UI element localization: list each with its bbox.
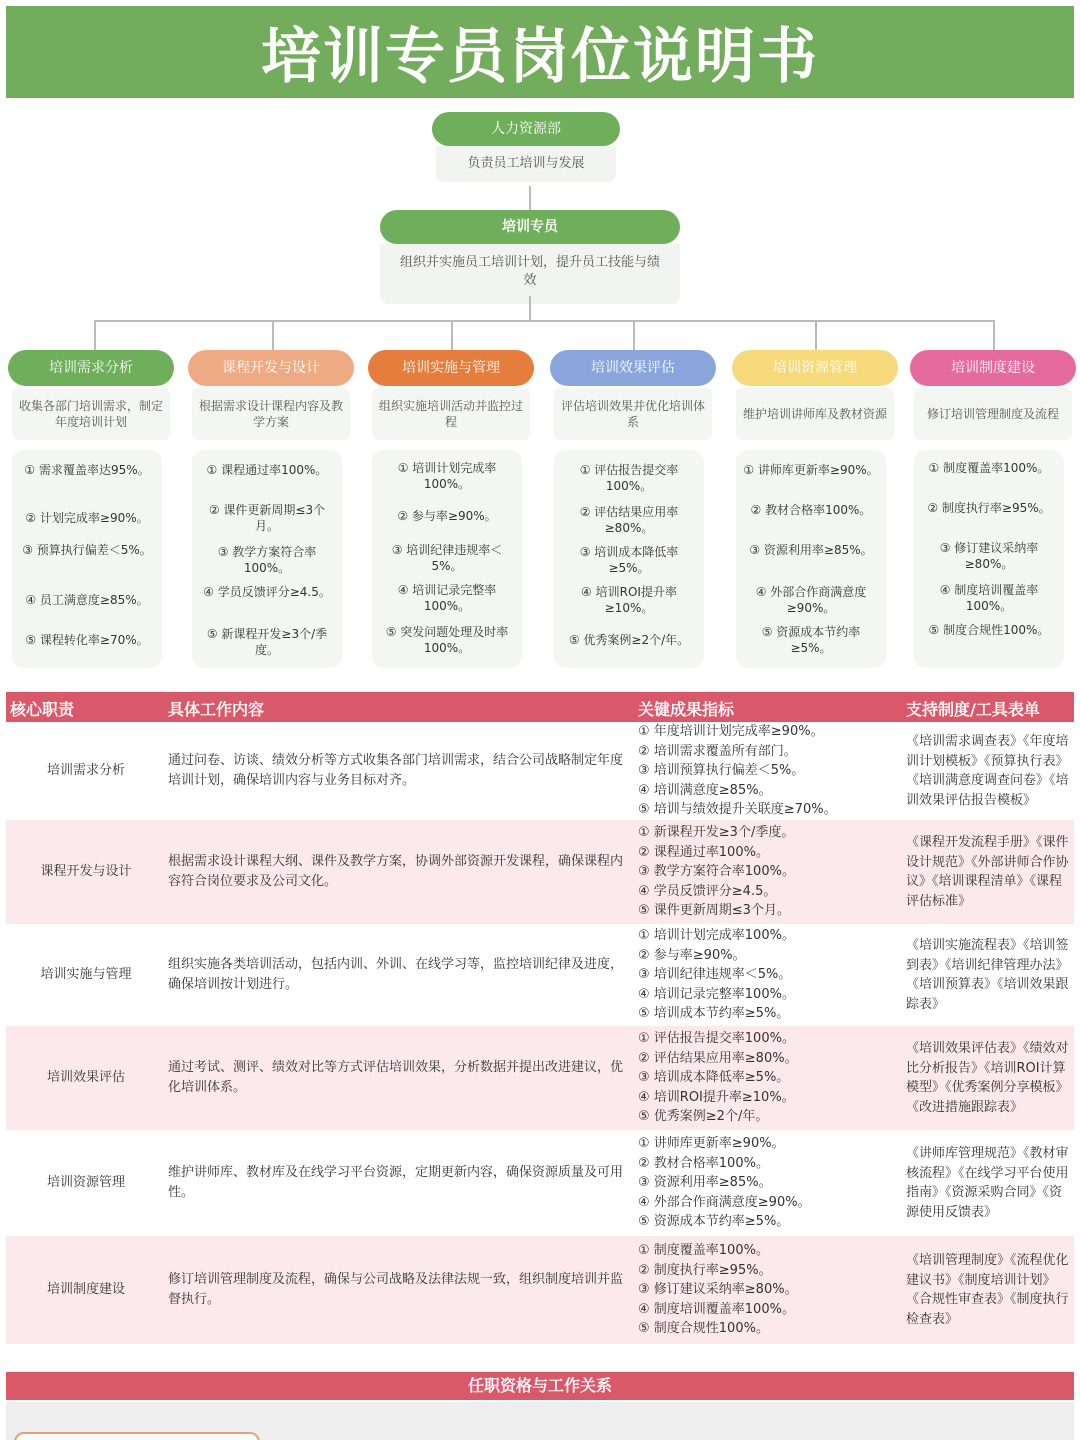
row-kpis [638, 1026, 900, 1130]
duty-kpi-item: ③ 培训纪律违规率＜5%。 [391, 543, 503, 573]
duty-kpi-item: ② 课件更新周期≤3个月。 [208, 503, 326, 533]
org-connector [94, 320, 994, 322]
row-tools: 《培训需求调查表》《年度培训计划模板》《预算执行表》《培训满意度调查问卷》《培训效果评估报告模板》 [906, 734, 1069, 808]
duty-kpi-item: ① 评估报告提交率100%。 [579, 463, 679, 493]
section-tab [14, 1432, 260, 1440]
row-content: 维护讲师库、教材库及在线学习平台资源，定期更新内容，确保资源质量及可用性。 [168, 1165, 624, 1200]
header-content: 具体工作内容 [168, 700, 265, 719]
role-name: 培训专员 [380, 210, 680, 244]
duty-kpi-item: ④ 学员反馈评分≥4.5。 [203, 585, 331, 599]
org-connector [993, 320, 995, 350]
duty-kpi-item: ② 制度执行率≥95%。 [927, 501, 1051, 515]
row-kpis [638, 924, 900, 1026]
duty-card-title: 课程开发与设计 [188, 350, 354, 386]
duty-kpi-item: ④ 制度培训覆盖率100%。 [939, 583, 1039, 613]
row-tools: 《培训实施流程表》《培训签到表》《培训纪律管理办法》《培训预算表》《培训效果跟踪表》 [906, 938, 1069, 1012]
row-kpi-item: ③ 培训纪律违规率＜5%。 [638, 967, 792, 983]
org-connector [451, 320, 453, 350]
duty-card-desc: 评估培训效果并优化培训体系 [554, 388, 712, 440]
row-kpi-item: ① 制度覆盖率100%。 [638, 1243, 769, 1259]
duty-kpi-item: ⑤ 资源成本节约率≥5%。 [761, 625, 861, 655]
row-kpi-item: ⑤ 培训与绩效提升关联度≥70%。 [638, 802, 837, 818]
row-kpi-item: ① 新课程开发≥3个/季度。 [638, 825, 795, 841]
duty-kpi-item: ① 课程通过率100%。 [206, 463, 328, 477]
duty-card [368, 350, 534, 440]
row-duty: 培训效果评估 [46, 1070, 125, 1085]
duty-kpi-item: ③ 预算执行偏差＜5%。 [22, 543, 152, 557]
duty-card-title: 培训实施与管理 [368, 350, 534, 386]
duty-table [6, 692, 1074, 1344]
row-tools: 《讲师库管理规范》《教材审核流程》《在线学习平台使用指南》《资源采购合同》《资源使用反馈表》 [906, 1146, 1069, 1220]
duty-kpi-item: ⑤ 新课程开发≥3个/季度。 [206, 627, 328, 657]
row-kpi-item: ⑤ 课件更新周期≤3个月。 [638, 903, 790, 919]
row-kpis [638, 722, 900, 820]
row-content: 根据需求设计课程大纲、课件及教学方案，协调外部资源开发课程，确保课程内容符合岗位要求及公司文化。 [168, 854, 624, 889]
duty-card [732, 350, 898, 440]
duty-card-title: 培训效果评估 [550, 350, 716, 386]
table-row [6, 1236, 1074, 1344]
duty-kpi-box [372, 450, 522, 668]
row-kpi-item: ⑤ 优秀案例≥2个/年。 [638, 1109, 769, 1125]
duty-kpi-box [192, 450, 342, 668]
row-kpi-item: ② 评估结果应用率≥80%。 [638, 1050, 798, 1066]
duty-kpi-box [12, 450, 162, 668]
duty-card [550, 350, 716, 440]
section-title: 任职资格与工作关系 [6, 1372, 1074, 1400]
row-kpi-item: ③ 培训预算执行偏差＜5%。 [638, 763, 805, 779]
row-kpi-item: ② 参与率≥90%。 [638, 947, 746, 963]
row-kpi-item: ② 培训需求覆盖所有部门。 [638, 743, 797, 759]
header-duty: 核心职责 [10, 700, 75, 719]
row-kpi-item: ⑤ 资源成本节约率≥5%。 [638, 1214, 790, 1230]
row-kpi-item: ① 讲师库更新率≥90%。 [638, 1136, 785, 1152]
duty-kpi-item: ④ 外部合作商满意度≥90%。 [755, 585, 867, 615]
duty-kpi-item: ① 培训计划完成率100%。 [397, 461, 497, 491]
duty-kpi-box [554, 450, 704, 668]
duty-kpi-item: ⑤ 优秀案例≥2个/年。 [568, 633, 690, 647]
row-kpi-item: ③ 修订建议采纳率≥80%。 [638, 1282, 798, 1298]
row-kpi-item: ② 课程通过率100%。 [638, 844, 769, 860]
row-kpis [638, 1236, 900, 1344]
duty-card-title: 培训资源管理 [732, 350, 898, 386]
row-kpi-item: ④ 制度培训覆盖率100%。 [638, 1301, 795, 1317]
table-body [6, 722, 1074, 1344]
title-banner [6, 6, 1074, 98]
table-row [6, 1026, 1074, 1130]
table-row [6, 722, 1074, 820]
row-content: 组织实施各类培训活动，包括内训、外训、在线学习等，监控培训纪律及进度，确保培训按计划进行。 [168, 957, 624, 992]
duty-card [910, 350, 1076, 440]
table-header [6, 692, 1074, 722]
duty-kpi-item: ② 教材合格率100%。 [750, 503, 872, 517]
row-kpi-item: ① 培训计划完成率100%。 [638, 928, 795, 944]
duty-kpi-item: ① 制度覆盖率100%。 [928, 461, 1050, 475]
role-desc: 组织并实施员工培训计划，提升员工技能与绩效 [380, 244, 680, 304]
row-kpi-item: ④ 培训满意度≥85%。 [638, 782, 772, 798]
row-duty: 课程开发与设计 [40, 864, 132, 879]
row-kpis [638, 1130, 900, 1236]
dept-name: 人力资源部 [432, 112, 620, 146]
table-row [6, 1130, 1074, 1236]
duty-card [188, 350, 354, 440]
duty-kpi-box [736, 450, 886, 668]
duty-card-desc: 根据需求设计课程内容及教学方案 [192, 388, 350, 440]
row-kpi-item: ② 制度执行率≥95%。 [638, 1262, 772, 1278]
duty-kpi-item: ④ 培训ROI提升率≥10%。 [581, 585, 677, 615]
row-tools: 《课程开发流程手册》《课件设计规范》《外部讲师合作协议》《培训课程清单》《课程评估标准》 [906, 835, 1069, 909]
row-kpis [638, 820, 900, 924]
org-connector [272, 320, 274, 350]
row-kpi-item: ④ 培训ROI提升率≥10%。 [638, 1089, 795, 1105]
row-kpi-item: ③ 资源利用率≥85%。 [638, 1175, 772, 1191]
duty-card-title: 培训制度建设 [910, 350, 1076, 386]
table-row [6, 820, 1074, 924]
duty-card [8, 350, 174, 440]
duty-card-desc: 收集各部门培训需求，制定年度培训计划 [12, 388, 170, 440]
row-duty: 培训实施与管理 [40, 967, 132, 982]
row-kpi-item: ④ 培训记录完整率100%。 [638, 986, 795, 1002]
duty-kpi-item: ④ 培训记录完整率100%。 [397, 583, 497, 613]
duty-kpi-item: ③ 培训成本降低率≥5%。 [579, 545, 679, 575]
duty-kpi-item: ③ 资源利用率≥85%。 [749, 543, 873, 557]
row-duty: 培训需求分析 [46, 763, 125, 778]
org-connector [94, 320, 96, 350]
duty-kpi-item: ③ 修订建议采纳率≥80%。 [939, 541, 1039, 571]
duty-kpi-item: ① 讲师库更新率≥90%。 [743, 463, 879, 477]
row-kpi-item: ⑤ 制度合规性100%。 [638, 1321, 769, 1337]
duty-kpi-item: ③ 教学方案符合率100%。 [217, 545, 317, 575]
duty-kpi-item: ⑤ 突发问题处理及时率100%。 [385, 625, 509, 655]
duty-kpi-item: ② 计划完成率≥90%。 [25, 511, 149, 525]
table-row [6, 924, 1074, 1026]
row-kpi-item: ⑤ 培训成本节约率≥5%。 [638, 1006, 790, 1022]
row-content: 通过考试、测评、绩效对比等方式评估培训效果，分析数据并提出改进建议，优化培训体系。 [168, 1060, 624, 1095]
duty-card-desc: 组织实施培训活动并监控过程 [372, 388, 530, 440]
duty-card-desc: 修订培训管理制度及流程 [914, 388, 1072, 440]
org-node-dept [432, 112, 620, 182]
row-kpi-item: ① 年度培训计划完成率≥90%。 [638, 724, 824, 740]
duty-kpi-item: ④ 员工满意度≥85%。 [25, 593, 149, 607]
org-connector [815, 320, 817, 350]
row-kpi-item: ④ 外部合作商满意度≥90%。 [638, 1194, 811, 1210]
row-duty: 培训资源管理 [46, 1175, 125, 1190]
row-content: 修订培训管理制度及流程，确保与公司战略及法律法规一致，组织制度培训并监督执行。 [168, 1272, 624, 1307]
duty-kpi-item: ② 参与率≥90%。 [397, 509, 497, 523]
duty-kpi-box [914, 450, 1064, 668]
row-duty: 培训制度建设 [46, 1282, 125, 1297]
org-connector [529, 186, 531, 212]
row-tools: 《培训效果评估表》《绩效对比分析报告》《培训ROI计算模型》《优秀案例分享模板》《改进措施跟踪表》 [906, 1041, 1069, 1115]
page-title: 培训专员岗位说明书 [261, 22, 819, 92]
row-kpi-item: ④ 学员反馈评分≥4.5。 [638, 883, 777, 899]
row-kpi-item: ② 教材合格率100%。 [638, 1155, 769, 1171]
org-connector [529, 296, 531, 320]
duty-card-desc: 维护培训讲师库及教材资源 [736, 388, 894, 440]
row-kpi-item: ③ 培训成本降低率≥5%。 [638, 1070, 790, 1086]
org-connector [633, 320, 635, 350]
row-content: 通过问卷、访谈、绩效分析等方式收集各部门培训需求，结合公司战略制定年度培训计划，确保培训内容与业务目标对齐。 [168, 753, 624, 788]
duty-card-title: 培训需求分析 [8, 350, 174, 386]
row-kpi-item: ③ 教学方案符合率100%。 [638, 864, 795, 880]
duty-kpi-item: ⑤ 课程转化率≥70%。 [25, 633, 149, 647]
row-tools: 《培训管理制度》《流程优化建议书》《制度培训计划》《合规性审查表》《制度执行检查表》 [906, 1253, 1069, 1327]
duty-kpi-item: ② 评估结果应用率≥80%。 [579, 505, 679, 535]
org-node-role [380, 210, 680, 304]
duty-kpi-item: ⑤ 制度合规性100%。 [928, 623, 1050, 637]
duty-kpi-item: ① 需求覆盖率达95%。 [24, 463, 150, 477]
dept-desc: 负责员工培训与发展 [436, 146, 616, 182]
row-kpi-item: ① 评估报告提交率100%。 [638, 1031, 795, 1047]
header-kpi: 关键成果指标 [638, 700, 735, 719]
header-tools: 支持制度/工具表单 [906, 700, 1040, 719]
